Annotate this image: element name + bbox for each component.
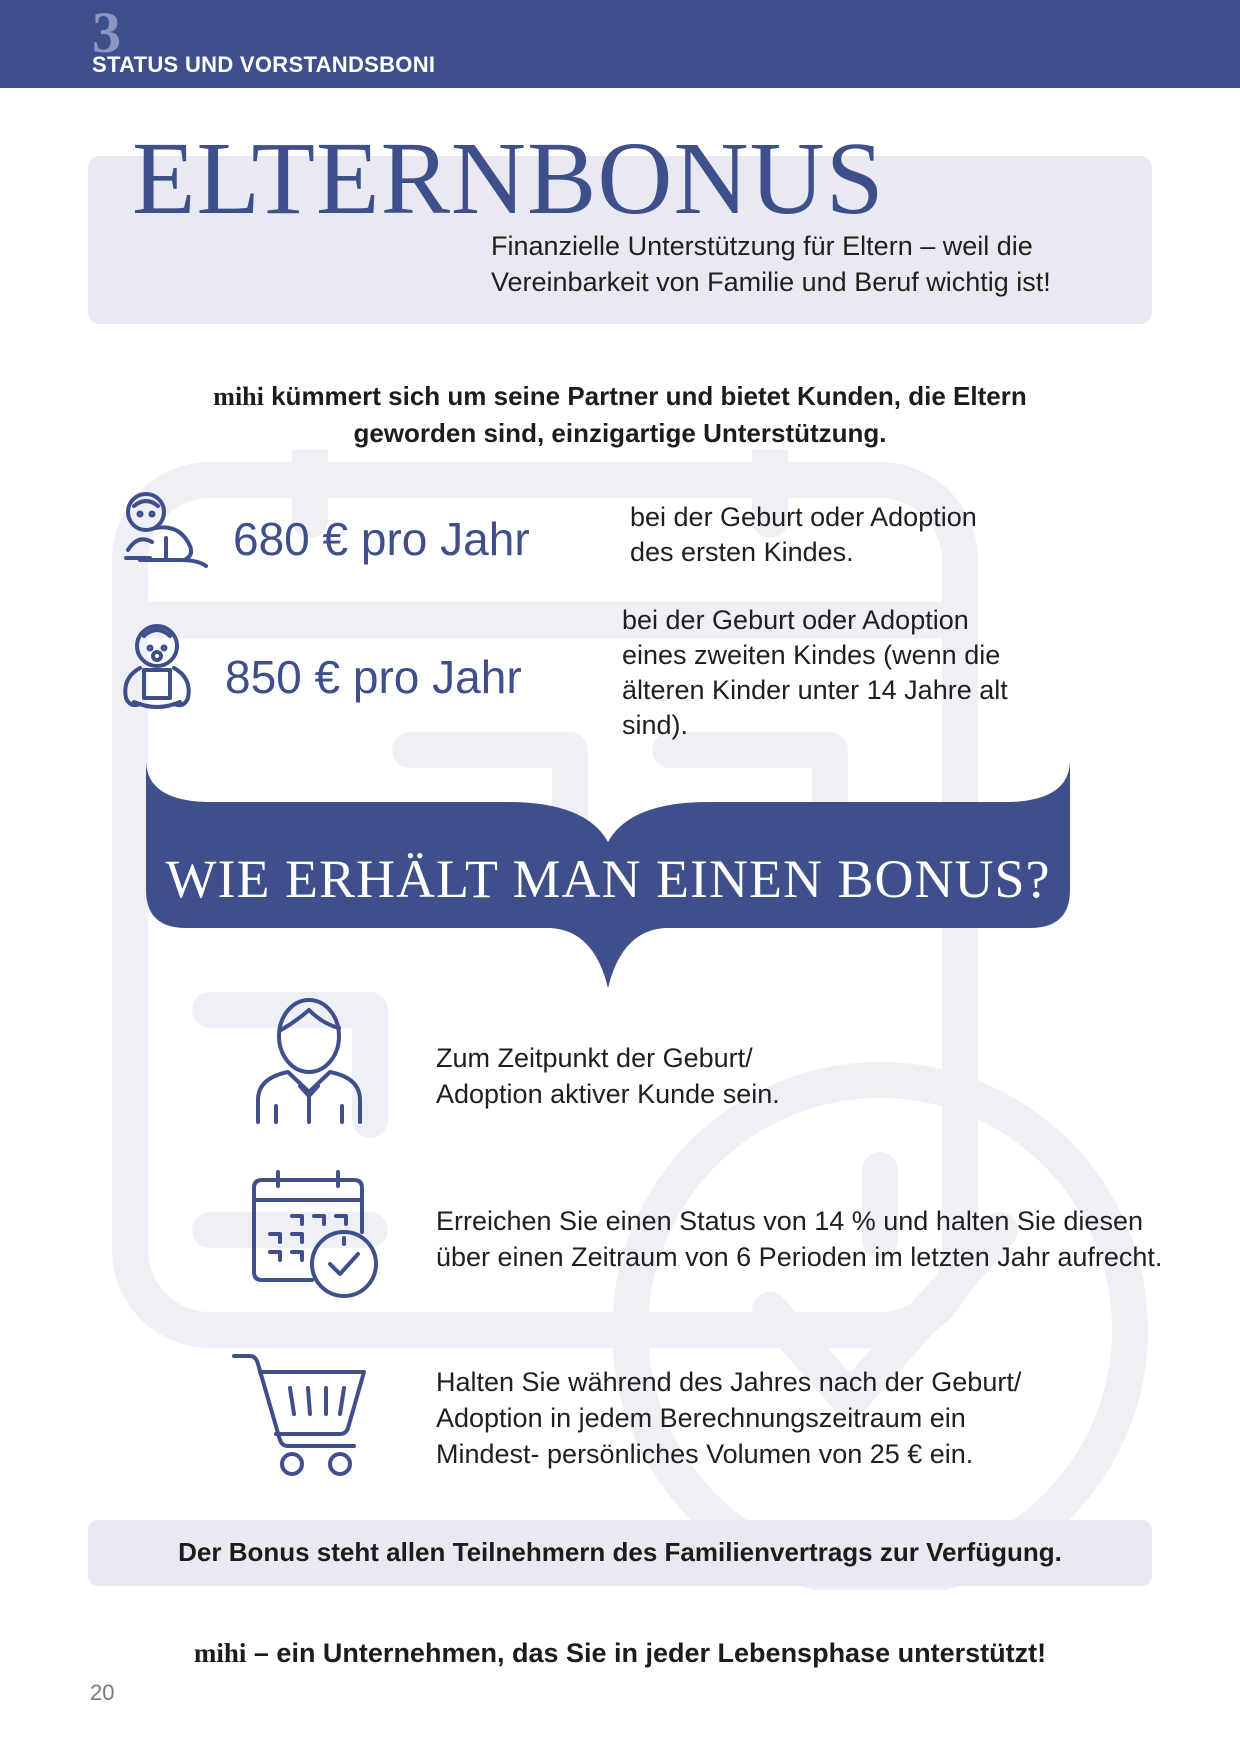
step-line: über einen Zeitraum von 6 Perioden im letzten Jahr aufrecht. [436, 1242, 1163, 1272]
intro-line: geworden sind, einzigartige Unterstützung. [353, 418, 887, 448]
page-title: ELTERNBONUS [132, 121, 885, 236]
banner-title: WIE ERHÄLT MAN EINEN BONUS? [165, 849, 1051, 909]
sitting-baby-icon [114, 620, 200, 714]
bonus-description [622, 603, 1042, 743]
shopping-cart-icon [230, 1350, 370, 1480]
step-line: Adoption in jedem Berechnungszeitraum ein [436, 1403, 966, 1433]
calendar-clock-icon [250, 1170, 384, 1302]
brand-name: mihi [193, 1638, 247, 1668]
chapter-number: 3 [92, 0, 121, 65]
step-line: Adoption aktiver Kunde sein. [436, 1079, 780, 1109]
bonus-description-line: bei der Geburt oder Adoption [622, 605, 969, 635]
crawling-baby-icon [118, 488, 212, 572]
bonus-description-line: älteren Kinder unter 14 Jahre alt [622, 675, 1008, 705]
page-subtitle [491, 228, 1091, 300]
subtitle-line: Finanzielle Unterstützung für Eltern – weil die [491, 231, 1033, 261]
section-title: STATUS UND VORSTANDSBONI [92, 52, 436, 77]
footer-info-text: Der Bonus steht allen Teilnehmern des Familienvertrags zur Verfügung. [178, 1537, 1062, 1567]
customer-person-icon [250, 996, 368, 1126]
page-number: 20 [90, 1680, 115, 1705]
subtitle-line: Vereinbarkeit von Familie und Beruf wichtig ist! [491, 267, 1051, 297]
brand-name: mihi [213, 382, 264, 411]
bonus-amount: 850 € pro Jahr [225, 651, 522, 703]
bonus-description-line: des ersten Kindes. [630, 537, 854, 567]
bonus-description-line: bei der Geburt oder Adoption [630, 502, 977, 532]
step-line: Zum Zeitpunkt der Geburt/ [436, 1043, 753, 1073]
bonus-amount: 680 € pro Jahr [233, 513, 530, 565]
step-line: Erreichen Sie einen Status von 14 % und halten Sie diesen [436, 1206, 1143, 1236]
step-text [436, 1203, 1216, 1275]
step-line: Mindest- persönliches Volumen von 25 € ein. [436, 1439, 974, 1469]
bonus-description-line: sind). [622, 710, 689, 740]
step-text [436, 1040, 1176, 1112]
closing-text: – ein Unternehmen, das Sie in jeder Lebensphase unterstützt! [246, 1638, 1047, 1668]
bonus-description [630, 500, 1050, 570]
bonus-description-line: eines zweiten Kindes (wenn die [622, 640, 1001, 670]
intro-text [100, 378, 1140, 451]
closing-statement [88, 1638, 1152, 1669]
intro-line: kümmert sich um seine Partner und bietet Kunden, die Eltern [263, 381, 1027, 411]
step-text [436, 1364, 1176, 1472]
step-line: Halten Sie während des Jahres nach der Geburt/ [436, 1367, 1022, 1397]
